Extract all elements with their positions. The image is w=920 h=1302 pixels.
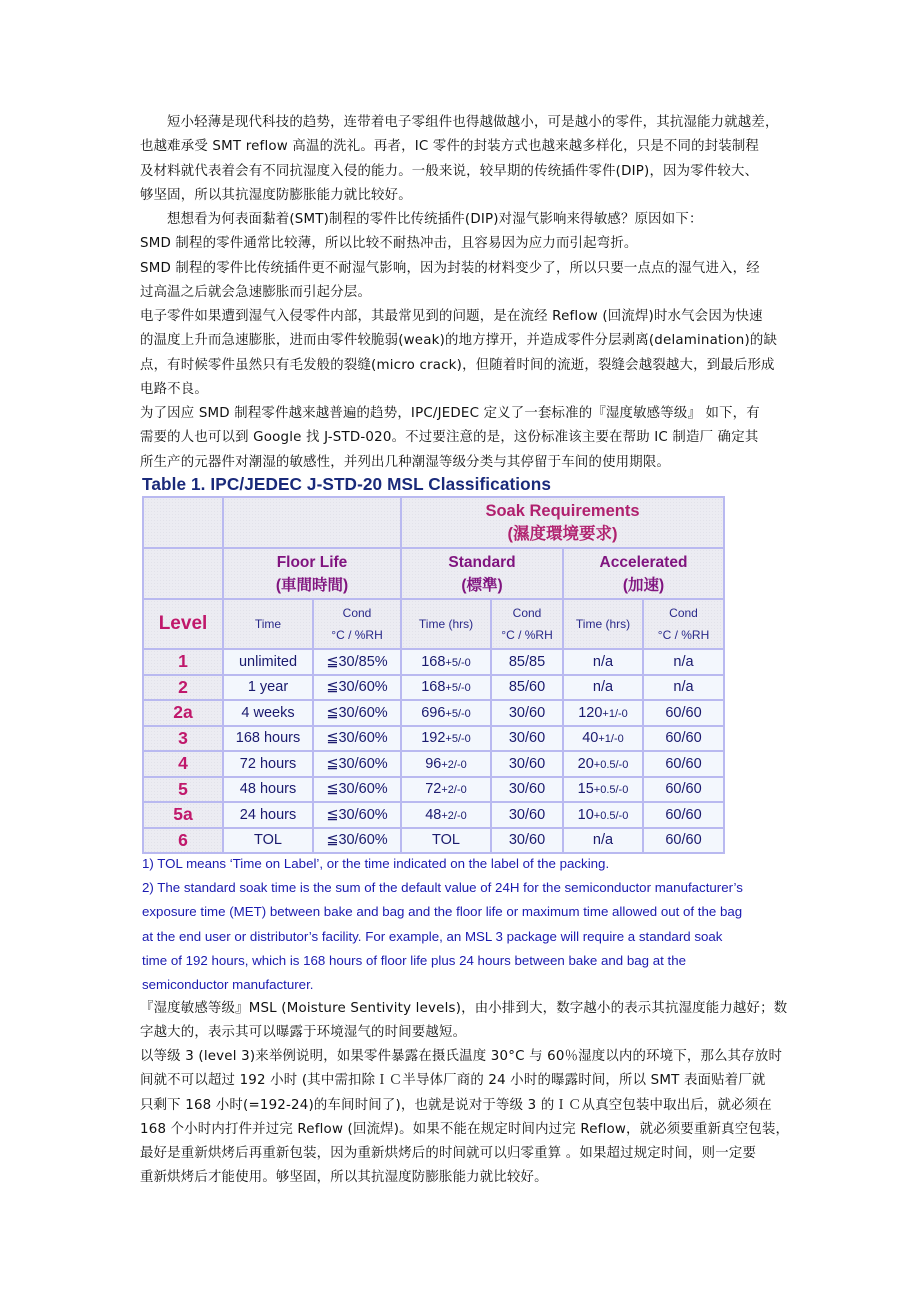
std-cond-value: 85/85	[508, 653, 546, 670]
acc-cond-header	[643, 599, 724, 649]
table-row	[143, 726, 724, 752]
floor-cond-cell	[313, 828, 401, 854]
acc-cond-cell	[643, 700, 724, 726]
acc-time-cell	[563, 726, 643, 752]
acc-time-value: 10	[577, 806, 594, 823]
acc-tolerance: +0.5/-0	[593, 784, 629, 797]
floor-time-cell	[223, 751, 313, 777]
std-tolerance: +2/-0	[441, 784, 467, 797]
std-time-header: Time (hrs)	[401, 599, 491, 649]
text-line: 短小轻薄是现代科技的趋势，连带着电子零组件也得越做越小，可是越小的零件，其抗湿能力就越差，	[167, 115, 779, 130]
paragraph-level3-example	[140, 1045, 790, 1191]
acc-tolerance: +0.5/-0	[593, 758, 629, 771]
paragraph-msl-explanation	[140, 997, 790, 1046]
text-line: 也越难承受 SMT reflow 高温的洗礼。再者，IC 零件的封装方式也越来越多样化，只是不同的封装制程	[140, 139, 760, 155]
floor-time-cell	[223, 649, 313, 675]
accelerated-header	[563, 548, 724, 599]
level-value: 1	[178, 651, 188, 672]
floor-time-cell	[223, 675, 313, 701]
table-row	[143, 802, 724, 828]
acc-time-value: 40	[582, 730, 599, 747]
floor-time-value: 72 hours	[239, 755, 297, 772]
acc-time-value: 120	[578, 704, 603, 721]
text-line: 电子零件如果遭到湿气入侵零件内部，其最常见到的问题，是在流经 Reflow (回流焊)时水气会因为快速	[140, 309, 763, 324]
acc-cond-value: n/a	[673, 679, 694, 696]
floor-cond-value: ≦30/60%	[326, 781, 388, 798]
std-tolerance: +5/-0	[445, 707, 471, 720]
level-value: 5a	[173, 804, 193, 825]
std-cond-value: 30/60	[508, 755, 546, 772]
floor-cond-value: ≦30/60%	[326, 755, 388, 772]
group-label: Accelerated	[599, 553, 688, 571]
level-cell	[143, 751, 223, 777]
text-line: 所生产的元器件对潮湿的敏感性，并列出几种潮湿等级分类与其停留于车间的使用期限。	[140, 454, 671, 470]
level-value: 2a	[173, 702, 193, 723]
group-label: Floor Life	[276, 553, 348, 571]
std-cond-cell	[491, 649, 563, 675]
floor-cond-value: ≦30/60%	[326, 704, 388, 721]
floor-cond-cell	[313, 726, 401, 752]
std-tolerance: +5/-0	[445, 656, 471, 669]
std-cond-cell	[491, 726, 563, 752]
acc-time-cell	[563, 802, 643, 828]
std-time-cell	[401, 751, 491, 777]
acc-cond-cell	[643, 751, 724, 777]
soak-requirements-header	[401, 497, 724, 548]
floor-cond-value: ≦30/60%	[326, 730, 388, 747]
floor-cond-cell	[313, 777, 401, 803]
std-cond-value: 85/60	[508, 679, 546, 696]
acc-tolerance: +1/-0	[598, 733, 624, 746]
acc-tolerance: +0.5/-0	[593, 809, 629, 822]
acc-cond-value: 60/60	[665, 781, 702, 798]
acc-time-value: 15	[577, 781, 594, 798]
paragraph-reasons	[140, 208, 790, 305]
acc-time-cell	[563, 700, 643, 726]
text-line: 为了因应 SMD 制程零件越来越普遍的趋势，IPC/JEDEC 定义了一套标准的『湿度敏感等级』 如下，有	[140, 406, 760, 421]
note-line: time of 192 hours, which is 168 hours of floor life plus 24 hours between bake and bag at the	[142, 952, 687, 968]
text-line: 只剩下 168 小时(=192-24)的车间时间了)，也就是说对于等级 3 的ＩＣ从真空包装中取出后，就必须在	[140, 1097, 772, 1113]
std-time-cell	[401, 726, 491, 752]
floor-time-cell	[223, 726, 313, 752]
note-line: semiconductor manufacturer.	[142, 977, 314, 993]
msl-classification-table	[142, 496, 725, 854]
std-time-cell	[401, 649, 491, 675]
std-tolerance: +2/-0	[441, 758, 467, 771]
floor-cond-value: ≦30/60%	[326, 806, 388, 823]
floor-cond-cell	[313, 751, 401, 777]
text-line: 电路不良。	[140, 381, 208, 397]
floor-time-value: unlimited	[238, 653, 298, 670]
std-cond-value: 30/60	[508, 730, 546, 747]
std-tolerance: +5/-0	[445, 733, 471, 746]
floor-cond-cell	[313, 675, 401, 701]
acc-time-cell	[563, 751, 643, 777]
level-value: 4	[178, 753, 188, 774]
floor-time-cell	[223, 700, 313, 726]
std-time-cell	[401, 802, 491, 828]
std-time-value: 72	[425, 781, 442, 798]
std-tolerance: +2/-0	[441, 809, 467, 822]
acc-time-cell	[563, 828, 643, 854]
text-line: 过高温之后就会急速膨胀而引起分层。	[140, 284, 372, 300]
std-time-cell	[401, 828, 491, 854]
table-notes	[142, 852, 792, 997]
acc-cond-value: 60/60	[665, 806, 702, 823]
text-line: 重新烘烤后才能使用。够坚固，所以其抗湿度防膨胀能力就比较好。	[140, 1170, 548, 1186]
std-cond-cell	[491, 828, 563, 854]
floor-time-cell	[223, 828, 313, 854]
acc-cond-cell	[643, 726, 724, 752]
text-line: 想想看为何表面黏着(SMT)制程的零件比传统插件(DIP)对湿气影响来得敏感？原因如下：	[167, 212, 703, 227]
cond-unit: °C / %RH	[501, 628, 553, 642]
std-time-value: 48	[425, 806, 442, 823]
cond-unit: °C / %RH	[331, 628, 383, 642]
floor-time-value: 168 hours	[235, 730, 301, 747]
std-cond-cell	[491, 675, 563, 701]
acc-time-value: 20	[577, 755, 594, 772]
acc-time-cell	[563, 777, 643, 803]
level-cell	[143, 726, 223, 752]
std-time-value: 168	[421, 679, 446, 696]
cond-label: Cond	[342, 606, 372, 620]
soak-title-cn: (濕度環境要求)	[507, 524, 618, 543]
cond-label: Cond	[512, 606, 542, 620]
table-row	[143, 700, 724, 726]
acc-time-cell	[563, 649, 643, 675]
note-line: 2) The standard soak time is the sum of the default value of 24H for the semiconductor manufacturer’s	[142, 880, 743, 896]
acc-time-value: n/a	[592, 653, 614, 670]
floor-time-value: 48 hours	[239, 781, 297, 798]
acc-cond-value: 60/60	[665, 730, 702, 747]
text-line: 点，有时候零件虽然只有毛发般的裂缝(micro crack)，但随着时间的流逝，裂缝会越裂越大，到最后形成	[140, 357, 775, 373]
acc-cond-cell	[643, 777, 724, 803]
floor-cond-cell	[313, 700, 401, 726]
group-label: Standard	[448, 553, 516, 571]
paragraph-moisture-damage	[140, 305, 790, 402]
std-cond-cell	[491, 777, 563, 803]
table-title: Table 1. IPC/JEDEC J-STD-20 MSL Classifications	[142, 474, 552, 494]
std-cond-value: 30/60	[508, 806, 546, 823]
std-cond-cell	[491, 802, 563, 828]
table-row	[143, 777, 724, 803]
text-line: 字越大的，表示其可以曝露于环境湿气的时间要越短。	[140, 1025, 467, 1041]
level-cell	[143, 675, 223, 701]
level-cell	[143, 802, 223, 828]
level-value: 6	[178, 829, 188, 850]
standard-header	[401, 548, 563, 599]
level-value: 2	[178, 676, 188, 697]
std-time-cell	[401, 675, 491, 701]
level-header: Level	[143, 599, 223, 649]
acc-tolerance: +1/-0	[602, 707, 628, 720]
acc-time-value: n/a	[592, 832, 614, 849]
acc-cond-value: n/a	[673, 653, 694, 670]
note-line: at the end user or distributor’s facility. For example, an MSL 3 package will require a standard soak	[142, 928, 723, 944]
text-line: 及材料就代表着会有不同抗湿度入侵的能力。一般来说，较早期的传统插件零件(DIP)，因为零件较大、	[140, 163, 759, 179]
group-label-cn: (標準)	[461, 576, 503, 594]
level-cell	[143, 649, 223, 675]
note-line: exposure time (MET) between bake and bag and the floor life or maximum time allowed out of the bag	[142, 904, 743, 920]
std-cond-value: 30/60	[508, 704, 546, 721]
std-time-value: TOL	[432, 832, 460, 849]
header-empty-cell	[223, 497, 401, 548]
text-line: 的温度上升而急速膨胀，进而由零件较脆弱(weak)的地方撑开，并造成零件分层剥离(delamination)的缺	[140, 333, 778, 349]
text-line: 最好是重新烘烤后再重新包装，因为重新烘烤后的时间就可以归零重算 。如果超过规定时间，则一定要	[140, 1146, 757, 1162]
std-time-value: 96	[425, 755, 442, 772]
std-time-value: 192	[421, 730, 446, 747]
cond-unit: °C / %RH	[657, 628, 710, 642]
acc-cond-value: 60/60	[665, 755, 702, 772]
table-row	[143, 649, 724, 675]
text-line: SMD 制程的零件通常比较薄，所以比较不耐热冲击，且容易因为应力而引起弯折。	[140, 236, 638, 252]
floor-cond-header	[313, 599, 401, 649]
floor-cond-value: ≦30/85%	[326, 653, 388, 670]
acc-cond-value: 60/60	[665, 832, 702, 849]
floor-time-value: TOL	[254, 832, 282, 849]
text-line: 够坚固，所以其抗湿度防膨胀能力就比较好。	[140, 187, 412, 203]
floor-cond-cell	[313, 802, 401, 828]
level-value: 5	[178, 778, 188, 799]
std-tolerance: +5/-0	[445, 682, 471, 695]
acc-cond-cell	[643, 649, 724, 675]
text-line: 需要的人也可以到 Google 找 J-STD-020。不过要注意的是，这份标准该主要在帮助 IC 制造厂 确定其	[140, 430, 759, 446]
table-row	[143, 751, 724, 777]
floor-time-header: Time	[223, 599, 313, 649]
std-cond-cell	[491, 700, 563, 726]
acc-cond-cell	[643, 828, 724, 854]
note-line: 1) TOL means ‘Time on Label’, or the time indicated on the label of the packing.	[142, 856, 610, 871]
acc-cond-value: 60/60	[665, 704, 702, 721]
std-time-cell	[401, 777, 491, 803]
soak-title: Soak Requirements	[485, 501, 640, 520]
paragraph-intro	[140, 111, 790, 208]
text-line: SMD 制程的零件比传统插件更不耐湿气影响，因为封装的材料变少了，所以只要一点点的湿气进入，经	[140, 260, 760, 276]
std-cond-value: 30/60	[508, 781, 546, 798]
floor-life-header	[223, 548, 401, 599]
level-cell	[143, 700, 223, 726]
text-line: 168 个小时内打件并过完 Reflow (回流焊)。如果不能在规定时间内过完 Reflow，就必须要重新真空包装，	[140, 1121, 790, 1137]
header-empty-cell	[143, 497, 223, 548]
group-label-cn: (加速)	[622, 576, 665, 594]
text-line: 以等级 3 (level 3)来举例说明，如果零件暴露在摄氏温度 30°C 与 60％湿度以内的环境下，那么其存放时	[140, 1049, 783, 1064]
floor-cond-cell	[313, 649, 401, 675]
level-value: 3	[178, 727, 188, 748]
cond-label: Cond	[669, 606, 698, 620]
std-cond-value: 30/60	[508, 832, 546, 849]
acc-time-cell	[563, 675, 643, 701]
acc-cond-cell	[643, 802, 724, 828]
text-line: 间就不可以超过 192 小时 (其中需扣除ＩＣ半导体厂商的 24 小时的曝露时间，所以 SMT 表面贴着厂就	[140, 1073, 766, 1089]
text-line: 『湿度敏感等级』MSL (Moisture Sentivity levels)，由小排到大，数字越小的表示其抗湿度能力越好；数	[140, 1001, 788, 1016]
acc-time-value: n/a	[592, 679, 614, 696]
group-label-cn: (車間時間)	[275, 576, 349, 594]
acc-cond-cell	[643, 675, 724, 701]
table-row	[143, 828, 724, 854]
std-cond-header	[491, 599, 563, 649]
acc-time-header: Time (hrs)	[563, 599, 643, 649]
floor-time-value: 4 weeks	[241, 704, 295, 721]
floor-cond-value: ≦30/60%	[326, 832, 388, 849]
header-empty-cell	[143, 548, 223, 599]
floor-cond-value: ≦30/60%	[326, 679, 388, 696]
std-time-value: 696	[421, 704, 446, 721]
floor-time-value: 1 year	[247, 679, 289, 696]
std-time-cell	[401, 700, 491, 726]
std-time-value: 168	[421, 653, 446, 670]
floor-time-cell	[223, 777, 313, 803]
table-row	[143, 675, 724, 701]
floor-time-cell	[223, 802, 313, 828]
floor-time-value: 24 hours	[239, 806, 297, 823]
level-cell	[143, 828, 223, 854]
paragraph-standard	[140, 402, 790, 475]
std-cond-cell	[491, 751, 563, 777]
level-cell	[143, 777, 223, 803]
